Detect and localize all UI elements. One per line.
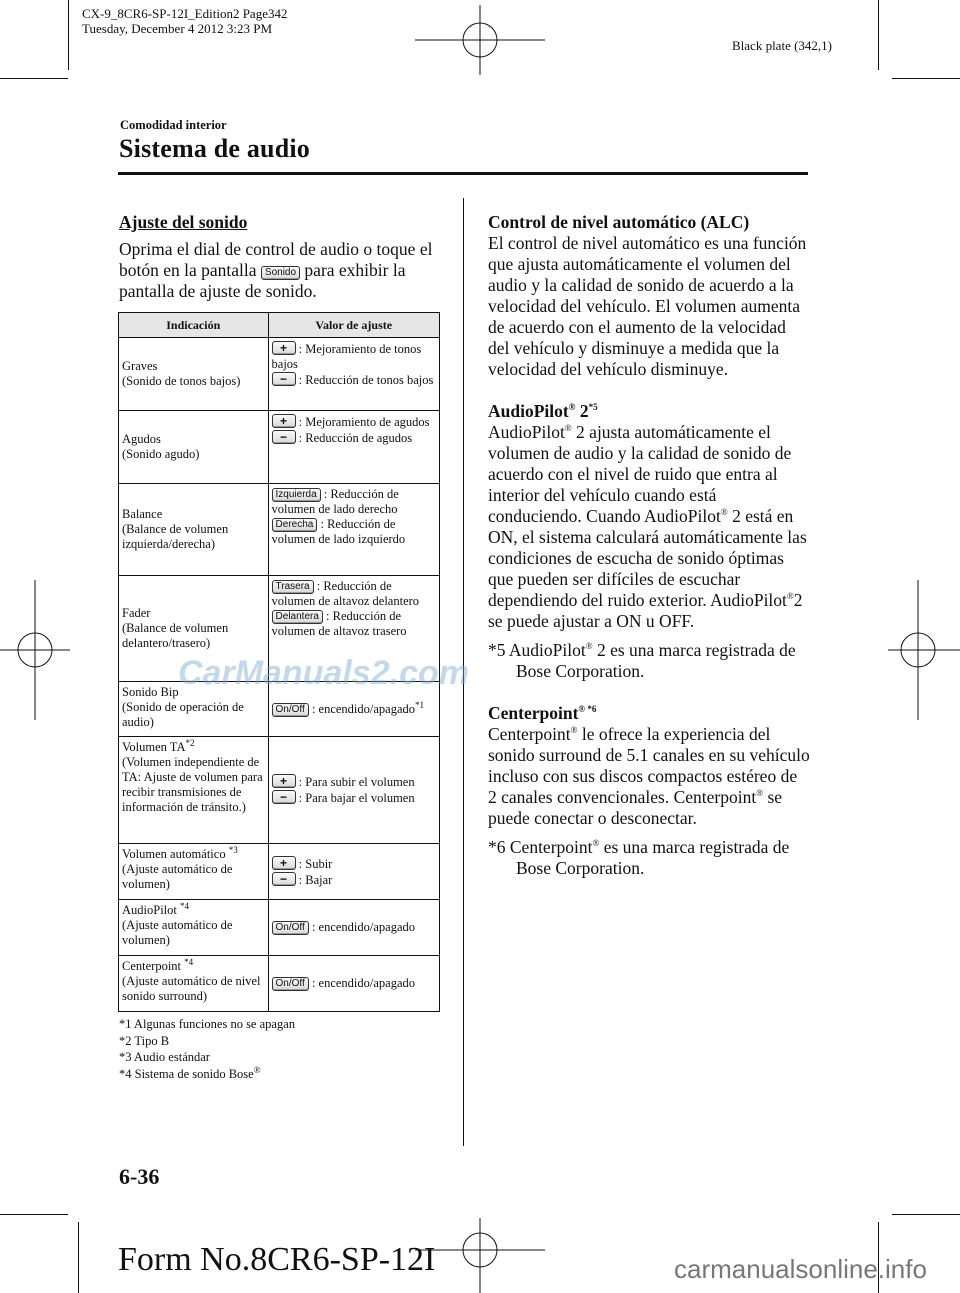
registered-mark: ® [578, 704, 586, 715]
valor-cell [268, 411, 439, 484]
crop-mark [878, 0, 879, 70]
valor-text: : encendido/apagado [311, 920, 416, 934]
text: Centerpoint [488, 724, 571, 744]
registered-mark: ® [564, 423, 572, 434]
section-heading-ajuste: Ajuste del sonido [119, 212, 248, 232]
footnote-ref: *6 [585, 704, 597, 715]
footnote-ref: *1 [415, 699, 425, 710]
valor-text: : Reducción de volumen de lado izquierdo [271, 517, 406, 546]
centerpoint-note [488, 837, 810, 879]
table-row [119, 411, 440, 484]
table-row [119, 844, 440, 900]
registered-mark: ® [253, 1064, 261, 1075]
izquierda-button-image: Izquierda [272, 488, 321, 502]
footnote-ref: *4 [180, 900, 189, 911]
valor-text: : Reducción de volumen de altavoz trasero [271, 609, 407, 638]
valor-cell [268, 484, 439, 576]
minus-button-image: − [272, 790, 296, 804]
valor-text: : encendido/apagado [311, 701, 416, 716]
footnote-ref: *5 [588, 402, 598, 413]
derecha-button-image: Derecha [272, 518, 318, 532]
indicacion-name: Volumen automático [122, 847, 229, 861]
valor-cell [268, 737, 439, 844]
centerpoint-paragraph [488, 724, 810, 829]
audiopilot-paragraph [488, 422, 810, 632]
registered-mark: ® [720, 507, 728, 518]
text: se puede conectar o desconectar. [488, 787, 783, 828]
crop-mark [892, 1214, 960, 1215]
print-file-line: CX-9_8CR6-SP-12I_Edition2 Page342 [82, 6, 288, 21]
crop-mark [0, 78, 68, 79]
registration-mark-left [0, 580, 70, 720]
indicacion-cell [119, 338, 269, 411]
delantera-button-image: Delantera [272, 610, 323, 624]
col-header-valor: Valor de ajuste [268, 313, 439, 338]
centerpoint-heading [488, 703, 810, 724]
audiopilot-heading-text: AudioPilot [488, 401, 569, 421]
valor-text: : Para bajar el volumen [298, 791, 415, 805]
footnote: *2 Tipo B [119, 1033, 170, 1048]
registered-mark: ® [585, 641, 593, 652]
valor-text: : Reducción de agudos [298, 431, 413, 445]
text: *6 Centerpoint [488, 837, 593, 857]
alc-heading: Control de nivel automático (ALC) [488, 212, 750, 232]
indicacion-desc: (Balance de volumen delantero/trasero) [122, 621, 229, 650]
table-row [119, 956, 440, 1012]
table-header-row [119, 313, 440, 338]
footnote [119, 1066, 449, 1083]
footnote-ref: *3 [228, 844, 238, 855]
valor-text: : Mejoramiento de agudos [298, 415, 430, 429]
valor-text: : Subir [298, 856, 333, 871]
valor-text: : Reducción de volumen de altavoz delantero [271, 579, 420, 608]
table-row [119, 338, 440, 411]
indicacion-name: Agudos [122, 432, 161, 446]
indicacion-name: Sonido Bip [122, 685, 179, 699]
indicacion-desc: (Volumen independiente de TA: Ajuste de volumen para recibir transmisiones de información de tránsito.) [122, 755, 263, 814]
indicacion-name: AudioPilot [122, 903, 180, 917]
footnote-text: *4 Sistema de sonido Bose [119, 1066, 254, 1081]
indicacion-cell [119, 484, 269, 576]
indicacion-cell [119, 900, 269, 956]
page-number: 6-36 [119, 1164, 160, 1189]
table-row [119, 737, 440, 844]
section-label: Comodidad interior [120, 118, 227, 132]
valor-text: : encendido/apagado [311, 976, 416, 990]
intro-text-1: Oprima el dial de control de audio o toque el botón en la pantalla [119, 239, 433, 280]
indicacion-cell [119, 956, 269, 1012]
plus-button-image: + [272, 414, 296, 428]
page-title: Sistema de audio [119, 134, 311, 163]
indicacion-name: Fader [122, 606, 151, 620]
footnotes [119, 1016, 449, 1082]
crop-mark [78, 1222, 79, 1293]
indicacion-name: Volumen TA [122, 740, 186, 754]
crop-mark [0, 1214, 68, 1215]
table-row [119, 900, 440, 956]
indicacion-desc: (Ajuste automático de volumen) [122, 862, 233, 891]
text: es una marca registrada de Bose Corporation. [516, 837, 790, 878]
indicacion-desc: (Sonido de tonos bajos) [122, 374, 241, 388]
col-header-indicacion: Indicación [119, 313, 269, 338]
on-off-button-image: On/Off [272, 703, 309, 717]
indicacion-cell [119, 737, 269, 844]
minus-button-image: − [272, 372, 296, 386]
registration-mark-right [888, 580, 960, 720]
plus-button-image: + [272, 856, 296, 870]
plate-info: Black plate (342,1) [732, 38, 832, 53]
left-column [119, 212, 441, 302]
on-off-button-image: On/Off [272, 921, 309, 935]
valor-text: : Para subir el volumen [298, 775, 415, 789]
on-off-button-image: On/Off [272, 977, 309, 991]
centerpoint-heading-text: Centerpoint [488, 703, 579, 723]
valor-cell [268, 956, 439, 1012]
indicacion-desc: (Ajuste automático de nivel sonido surround) [122, 974, 261, 1003]
valor-text: : Reducción de volumen de lado derecho [271, 487, 399, 516]
trasera-button-image: Trasera [272, 580, 314, 594]
text: 2 es una marca registrada de Bose Corporation. [516, 640, 796, 681]
valor-cell [268, 338, 439, 411]
registered-mark: ® [592, 838, 600, 849]
indicacion-cell [119, 844, 269, 900]
intro-text-2: para exhibir la pantalla de ajuste de sonido. [119, 260, 406, 301]
valor-text: : Bajar [298, 872, 333, 887]
footnote-ref: *4 [184, 956, 194, 967]
minus-button-image: − [272, 872, 296, 886]
indicacion-name: Centerpoint [122, 959, 185, 973]
indicacion-desc: (Ajuste automático de volumen) [122, 918, 233, 947]
valor-text: : Reducción de tonos bajos [298, 373, 434, 387]
valor-cell [268, 844, 439, 900]
footnote-ref: *2 [185, 737, 195, 748]
text: *5 AudioPilot [488, 640, 586, 660]
registered-mark: ® [570, 725, 578, 736]
indicacion-desc: (Balance de volumen izquierda/derecha) [122, 522, 229, 551]
indicacion-name: Balance [122, 507, 163, 521]
form-number: Form No.8CR6-SP-12I [118, 1241, 436, 1278]
minus-button-image: − [272, 430, 296, 444]
intro-paragraph [119, 239, 441, 302]
crop-mark [68, 0, 69, 70]
alc-paragraph: El control de nivel automático es una función que ajusta automáticamente el volumen del audio y la calidad de sonido de acuerdo a la velocidad del vehículo. El volumen aumenta de acuerdo con el aumento de la velocidad del vehículo y disminuye a medida que la velocidad del vehículo disminuye. [488, 233, 807, 379]
text: 2 se puede ajustar a ON u OFF. [488, 590, 803, 631]
sonido-button-image: Sonido [261, 266, 300, 280]
indicacion-cell [119, 411, 269, 484]
registered-mark: ® [786, 591, 794, 602]
registration-mark-top [415, 5, 545, 75]
audiopilot-heading-tail: 2 [575, 401, 589, 421]
crop-mark [892, 78, 960, 79]
header-rule [118, 172, 808, 175]
right-column [488, 212, 810, 879]
table-row [119, 484, 440, 576]
watermark-carmanuals2: CarManuals2.com [178, 654, 469, 692]
audiopilot-heading [488, 401, 810, 422]
plus-button-image: + [272, 774, 296, 788]
text: 2 está en ON, el sistema calculará automáticamente las condiciones de escucha de sonido óptimas que pueden ser difíciles de escuchar dependiendo del ruido exterior. AudioPilot [488, 506, 807, 610]
registered-mark: ® [568, 402, 576, 413]
print-date-line: Tuesday, December 4 2012 3:23 PM [82, 21, 273, 36]
audiopilot-note [488, 640, 810, 682]
indicacion-desc: (Sonido agudo) [122, 447, 200, 461]
text: 2 ajusta automáticamente el volumen de audio y la calidad de sonido de acuerdo con el nivel de ruido que entra al interior del vehículo cuando está conduciendo. Cuando AudioPilot [488, 422, 792, 526]
valor-text: : Mejoramiento de tonos bajos [271, 342, 422, 371]
valor-cell [268, 900, 439, 956]
footnote: *3 Audio estándar [119, 1050, 210, 1064]
print-info [82, 6, 287, 36]
watermark-carmanualsonline: carmanualsonline.info [674, 1254, 927, 1284]
text: AudioPilot [488, 422, 565, 442]
plus-button-image: + [272, 341, 296, 355]
indicacion-desc: (Sonido de operación de audio) [122, 700, 244, 729]
registered-mark: ® [756, 788, 764, 799]
indicacion-name: Graves [122, 359, 158, 373]
footnote: *1 Algunas funciones no se apagan [119, 1017, 296, 1031]
text: le ofrece la experiencia del sonido surround de 5.1 canales en su vehículo incluso con sus discos compactos estéreo de 2 canales convencionales. Centerpoint [488, 724, 810, 807]
